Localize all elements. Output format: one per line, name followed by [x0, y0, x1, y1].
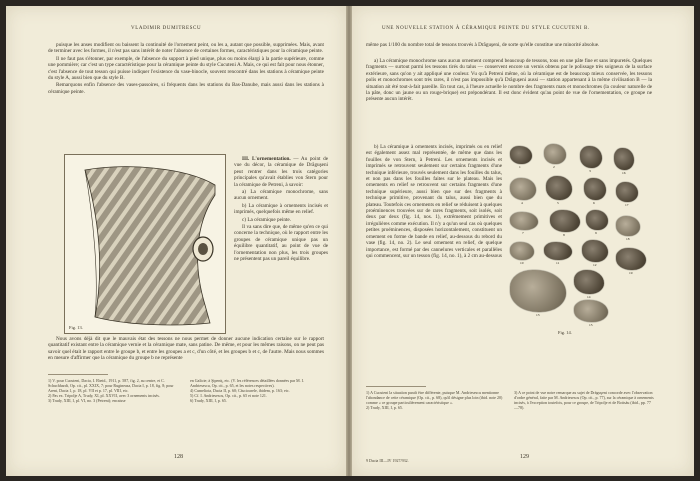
sherd-13 [510, 270, 566, 312]
section-heading: III. L'ornementation. [242, 156, 291, 162]
bottom-signature-note: 9 Dacia III—IV 1927/932. [366, 458, 409, 463]
sherd-14 [574, 270, 604, 294]
sherd-number-label: 19 [629, 271, 633, 275]
left-page [6, 6, 346, 476]
sherd-10 [510, 242, 534, 260]
sherd-number-label: 16 [622, 171, 626, 175]
sherd-19 [616, 248, 646, 270]
page-number-right: 129 [520, 454, 529, 460]
footnote: 2) Pas ex. Tripolje A, Trudy, XI, pl. XXVII, avec 3 ornements incisés. [48, 393, 160, 398]
sherd-9 [586, 210, 608, 230]
paragraph: b) La céramique à ornements incisés et imprimés, quelquefois même en relief. [234, 202, 328, 216]
paragraph: Nous avons déjà dit que le mauvais état des tessons ne nous permet de donner aucune indication certaine sur le rapport quantitatif existant entre la céramique vernie et la céramique mate, sans patine. De même, et pour les mêmes raisons, on ne peut pas savoir quel était le rapport entre le groupe b, et entre les groupes a et c, d'un côté, et les groupes b et c, de l'autre. Mais nous sommes en mesure d'affirmer que la céramique du groupe b ne représente [48, 336, 324, 362]
sherd-3 [580, 146, 602, 168]
sherd-number-label: 10 [520, 261, 524, 265]
paragraph: même pas 1/100 du nombre total de tessons trouvés à Drăguşeni, de sorte qu'elle constitue une minorité absolue. [366, 42, 600, 48]
left-bottom-text [48, 336, 324, 363]
right-intro-text [366, 42, 652, 49]
sherd-number-label: 14 [587, 295, 591, 299]
right-bottom-text [366, 364, 652, 384]
sherd-16 [614, 148, 634, 170]
footnote: 3) A ce point de vue notre remarque au sujet de Drăguşeni concorde avec l'observation d'ordre général, faite par M. Andriesescu (Op. cit., p. 77), sur la céramique à ornements incisés, à l'exception toutefois, pour ce groupe, de Tripolje et de Bottsău (ibid., pp. 77—78). [514, 390, 654, 410]
sherd-5 [546, 176, 572, 200]
paragraph: c) La céramique peinte. [242, 216, 291, 223]
footnote: en Galicie; à Şipeniţ, etc. (V. les références détaillées données par M. I. Andriesescu, Op. cit., p. 65, et les notes respectives). [190, 378, 304, 388]
footnote-rule [48, 374, 108, 375]
running-head-left: VLADIMIR DUMITRESCU [131, 26, 202, 31]
sherd-number-label: 17 [625, 203, 629, 207]
right-para-a-top [366, 58, 652, 141]
sherd-15 [574, 300, 608, 322]
sherd-8 [550, 210, 580, 232]
sherd-2 [544, 144, 566, 164]
figure-13 [64, 154, 226, 334]
sherd-17 [616, 182, 638, 202]
sherd-number-label: 1 [519, 165, 521, 169]
sherd-number-label: 15 [589, 323, 593, 327]
footnote: 1) V. pour Cucuteni, Dacia, I. Ebeid., 1911, p. 587, fig. 2, au centre, et C. Schuchhardt, Op. cit., pl. XXIX, 7; pour Rugineasa, Dacia I, p. 18, fig. 8; pour Areni, Dacia 1, p. 18, pl. VII et p. 17, pl. VIII, etc. [48, 378, 174, 393]
footnote: 3) Trudy, XIII, I, pl. VI, no. 3 (Petreni); encaisse [48, 398, 126, 403]
footnote: 2) Trudy, XIII, I, p. 65. [366, 405, 403, 410]
left-footnotes-col1 [48, 378, 180, 403]
paragraph: a) La céramique monochrome, sans aucun ornement. [234, 189, 328, 202]
sherd-number-label: 2 [553, 165, 555, 169]
sherd-11 [544, 242, 572, 260]
right-page [352, 6, 694, 476]
sherd-4 [510, 178, 536, 200]
sherd-number-label: 3 [589, 169, 591, 173]
paragraph-a: a) La céramique monochrome sans aucun ornement comprend beaucoup de tessons, tous en une pâte fine et sans impuretés. Quelques fragments — surtout parmi les tessons tirés du talus — conservent encore un vernis obtenu par le polissage très soigneux de la surface extérieure, sans qu'on y ait appliqué une couleur. Vu qu'à Petreni même, où la céramique est de beaucoup mieux conservée, les tessons polis et monochromes sont très rares, il n'est pas impossible qu'à Drăguşeni aussi — station appartenant à la même civilisation B — la situation ait été tout-à-fait pareille. En tout cas, à l'heure actuelle le nombre des fragments mats et monochromes (la couleur naturelle de la pâte, donc un jaune ou un rouge-brique) est prépondérant. Il est donc évident qu'au point de vue de l'ornementation, ce groupe ne présente aucun intérêt. [366, 58, 652, 103]
left-section-text [234, 156, 328, 264]
sherd-number-label: 18 [626, 237, 630, 241]
paragraph: Remarquons enfin l'absence des vases-passoires, si fréquents dans les stations du Bas-Danube, mais aussi dans les stations à céramique peinte. [48, 82, 324, 95]
sherd-number-label: 4 [521, 201, 523, 205]
footnote: 4) Cumeliota, Dacia II, p. 60; Căscioarele, ibidem, p. 163; etc. [190, 388, 290, 393]
left-intro-text [48, 42, 324, 96]
footnote-rule [366, 386, 426, 387]
sherd-number-label: 5 [557, 201, 559, 205]
sherd-number-label: 8 [563, 233, 565, 237]
paragraph: Il ne faut pas s'étonner, par exemple, de l'absence du support à pied unique, plus ou moins élargi à la partie supérieure, comme une pommière; car c'est un type caractéristique pour la céramique peinte du style Cucuteni A. Mais, ce qui est fait pour nous étonner, c'est l'absence de tout tesson qui puisse indiquer l'existence du vase-binocle, souvent rencontré dans les stations à céramique peinte du style A, aussi bien que du style B. [48, 55, 324, 82]
footnote: 5) Cf. I. Andriesescu, Op. cit., p. 65 et note 121. [190, 393, 267, 398]
sherd-7 [510, 212, 538, 230]
figure-13-caption: Fig. 13. [69, 325, 83, 330]
paragraph-b: b) La céramique à ornements incisés, imprimés ou en relief est également assez mal représentée, de même que dans les fouilles de von Stern, à Petreni. Les ornements incisés et imprimés se retrouvent seulement sur certains fragments d'une technique inférieure, trouvés seulement dans les fouilles du talus, et non pas dans les fouilles faites sur le plateau. Mais les ornements en relief se retrouvent sur certains fragments d'une technique supérieure, aussi bien que sur des fragments à technique primitive, provenant du talus, aussi bien que du plateau. Toutefois ces ornements en relief se réduisent à quelques proéminences trouvées sur de rares fragments, soit isolés, soit deux par deux (fig. 14, nos. 1), extrêmement primitives et irrégulières comme exécution. Il n'y a qu'un seul cas où quelques petites proéminences, disposées horizontalement, constituent un ornement en forme de bande en relief, au-dessous du rebord du vase (fig. 14, no. 2). Le seul ornement en relief, de quelque importance, est formé par des cannelures verticales et parallèles qui commencent, sur un tesson (fig. 14, no. 1), à 2 cm au-dessous [366, 144, 502, 259]
sherd-number-label: 7 [522, 231, 524, 235]
sherd-6 [584, 178, 606, 200]
figure-14 [508, 144, 654, 344]
footnote: 1) A Cucuteni la situation paraît être différente, puisque M. Andriesescu mentionne l'abondance de cette céramique (Op. cit., p. 68), qu'il désigne plus loin (ibid. note 20) comme « ce groupe particulièrement caractéristique ». [366, 390, 503, 405]
sherd-number-label: 6 [593, 201, 595, 205]
sherd-number-label: 9 [595, 231, 597, 235]
left-footnotes-col2 [190, 378, 324, 403]
sherd-12 [582, 240, 608, 262]
vase-fragment-drawing [65, 155, 225, 333]
right-para-b [366, 144, 502, 362]
figure-14-caption: Fig. 14. [558, 330, 572, 335]
running-head-right: UNE NOUVELLE STATION À CÉRAMIQUE PEINTE DU STYLE CUCUTENI B. [382, 26, 590, 31]
section-paragraph [234, 156, 328, 188]
page-number-left: 128 [174, 454, 183, 460]
sherd-number-label: 12 [593, 263, 597, 267]
sherd-number-label: 13 [536, 313, 540, 317]
sherd-18 [616, 216, 640, 236]
section-lead: — Au point de vue du décor, la céramique de Drăguşeni peut rentrer dans les trois catégories principales qu'avait établies von Stern pour la céramique de Petreni, à savoir: [234, 156, 328, 188]
footnote: 6) Trudy, XIII, I, p. 65. [190, 398, 227, 403]
right-footnotes-col1 [366, 390, 506, 410]
right-footnotes-col2 [514, 390, 654, 410]
paragraph: Il va sans dire que, de même qu'en ce qui concerne la technique, où le rapport entre les groupes de céramique unique pas un équilibre quantitatif, au point de vue de l'ornementation non plus, les trois groupes ne présentent pas un pareil équilibre. [234, 224, 328, 263]
sherd-1 [510, 146, 532, 164]
paragraph: puisque les anses modifient ou baissent la continuité de l'ornement peint, ou les a, autant que possible, supprimées. Mais, avant de terminer avec les formes, il n'est pas sans intérêt de noter l'absence de certaines formes, caractéristiques pour la céramique peinte. [48, 42, 324, 55]
sherd-number-label: 11 [556, 261, 560, 265]
